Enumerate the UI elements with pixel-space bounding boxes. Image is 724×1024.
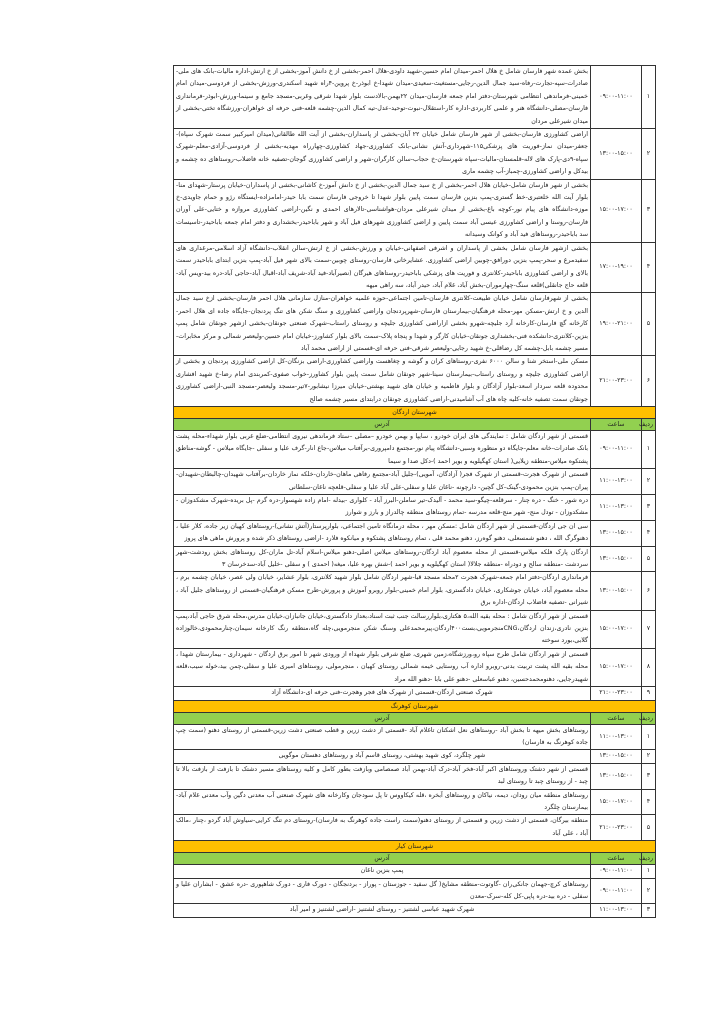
outage-address: سی ان جی اردگان-قسمتی از شهر اردگان شامل :مسکن مهر ، محله درمانگاه تامین اجتماعی، بلوارپرستار(آتش نشانی)-روستاهای کهیان زیر جاده، کلار علیا ، دهنوگرگ الله ، دهنو شمسعلی، دهنو گوه‌رز، دهنو محمد قلی ، تمام روستاهای پشتکوه و میانکوه فلارد -اراضی روستاهای ذکر شده و پرورش ماهی های پروز (174, 520, 591, 546)
row-number: ۱ (642, 724, 656, 750)
table-row (174, 546, 656, 572)
table-row (174, 572, 656, 610)
row-number: ۱ (642, 66, 656, 129)
outage-address: قسمتی از شهر اردگان شامل : نمایندگی های ایران خودرو ، سایپا و بهمن خودرو –مصلی –ستاد فرماندهی نیروی انتظامی-ضلع غربی بلوار شهداء-محله پشت بانک صادرات-خانه معلم-جایگاه دو منظوره وسبی-دانشگاه پیام نور-مجتمع دامپروری-برآفتاب میلاس-جاع انار-گرف علیا و سفلی -جایگاه میلاس - گوشه-مناطق پشتکوه میلاس-منطقه زیلایی( استان کهگیلویه و بویر احمد )-دکل صدا و سیما (174, 430, 591, 468)
table-row (174, 610, 656, 648)
column-header-row (174, 853, 656, 865)
row-number: ۱ (642, 430, 656, 468)
table-row (174, 66, 656, 129)
county-title: شهرستان اردگان (174, 406, 656, 418)
outage-time: ۲۱:۰۰-۲۳:۰۰ (591, 687, 642, 700)
column-header-time: ساعت (591, 418, 642, 430)
row-number: ۲ (642, 469, 656, 495)
outage-time: ۰۹:۰۰-۱۱:۰۰ (591, 430, 642, 468)
outage-address: بخشی ازشهر فارسان شامل بخشی از پاسداران و اشرفی اصفهانی-خیابان و ورزش-بخشی از خ ارتش-سالن انقلاب-دانشگاه آزاد اسلامی-مرغداری های سفیدمرغ و سحر-پمپ بنزین دورافق-چوبین اراضی کشاورزی. عشایرخانی فارسان-روستای چوبین-سمت بالای شهر فیل آباد-پمپ بنزین ابتدای باباحیدر سمت بالای و اراضی کشاورزی باباحیدر-کلانتری و فوریت های پزشکی باباحیدر-روستاهای هیرگان (نصیرآباد-فید آباد-شریف آباد-اقبال آباد-حاجی آباد-دره بید-ویس آباد-قلعه حاج جانقلی)قلعه سنگ-چهارموران-بخش آباد، غلام آباد، حیدر آباد، سه راهی میهه (174, 242, 591, 293)
outage-address: منطقه بیرگان، قسمتی از دشت زرین و قسمتی از روستای دهنو(سمت راست جاده کوهرنگ به فارسان)-روستای دم تنگ کرایی-سیاوش آباد گردو ،چنار ،مالک آباد ، علی آباد (174, 815, 591, 841)
outage-schedule-document (173, 65, 656, 918)
row-number: ۳ (642, 179, 656, 242)
table-row (174, 724, 656, 750)
table-row (174, 129, 656, 180)
row-number: ۷ (642, 610, 656, 648)
table-row (174, 904, 656, 917)
column-header-address: آدرس (174, 853, 591, 865)
county-header-row (174, 700, 656, 712)
table-row (174, 648, 656, 686)
outage-address: روستاهای منطقه میان رودان، دیمه، نیاکان و روستاهای آبخره ،قله کیکاووس تا پل سودجان وکارخانه های شهرک صنعتی آب معدنی دگین وآب معدنی غلام آباد-بیمارستان چلگرد (174, 789, 591, 815)
table-row (174, 789, 656, 815)
table-row (174, 878, 656, 904)
outage-time: ۰۹:۰۰-۱۱:۰۰ (591, 865, 642, 878)
outage-schedule-table (173, 65, 656, 918)
table-row (174, 750, 656, 763)
outage-time: ۱۳:۰۰-۱۵:۰۰ (591, 546, 642, 572)
outage-time: ۱۵:۰۰-۱۷:۰۰ (591, 648, 642, 686)
outage-time: ۱۳:۰۰-۱۵:۰۰ (591, 763, 642, 789)
column-header-row-number: ردیف (642, 418, 656, 430)
outage-time: ۱۱:۰۰-۱۳:۰۰ (591, 904, 642, 917)
outage-time: ۱۹:۰۰-۲۱:۰۰ (591, 293, 642, 356)
table-row (174, 815, 656, 841)
outage-address: بخش عمده شهر فارسان شامل خ هلال احمر-میدان امام حسین-شهید داودی-هلال احمر-بخشی از خ دانش آموز-بخشی از خ ارتش-اداره مالیات-بانک های ملی-صادرات-سپه-تجارت-رفاه-سید جمال الدین-رجایی-مستغیث-سعیدی-میدان شهدا-خ ابوذر-خ پروین-۴راه شهید اسکندری-ورزش-بخشی از فردوسی-میدان امام خمینی-فرماندهی انتظامی شهرستان-دفتر امام جمعه فارسان-میدان ۲۲بهمن-بالادست بلوار شهدا شرقی وغربی-مسجد جامع و سینما-ورزش-ابوذر-فرمانداری فارسان-مصلی-دانشگاه هنر و علمی کاربردی-اداره کار-استقلال-نبوت-توحید-عدل-تیه کمال الدین-چشمه قلعه-فنی حرفه ای خواهران-ورزشگاه تختی-بخشی از میدان شیرعلی مردان (174, 66, 591, 129)
column-header-address: آدرس (174, 418, 591, 430)
row-number: ۲ (642, 878, 656, 904)
row-number: ۴ (642, 789, 656, 815)
row-number: ۶ (642, 572, 656, 610)
table-row (174, 520, 656, 546)
outage-address: مسکن ملی-استخر شنا و سالن ۶۰۰۰ نفری-روستاهای کران و گوشه و چغاهست واراضی کشاورزی-اراضی بزنگان-کل اراضی کشاورزی پردنجان و بخشی از اراضی کشاورزی جلیچه و روستای راستاب-بیمارستان سینا-شهر جونقان شامل سمت پایین بلوار کشاورز-خواب صفوی-کمربندی امام رضا-خ شهید افشاری محدوده قلعه سردار اسعد-بلوار آزادگان و بلوار فاطمیه و خیابان های شهید بهشتی-خیابان میرزا نیشابور-۷تیر-مسجد ولیعصر-مسجد النبی-اراضی کشاورزی جونقان سمت تصفیه خانه-کلیه چاه های آب آشامیدنی-اراضی کشاورزی جونقان درابتدای مسیر چشمه صالح (174, 356, 591, 407)
row-number: ۴ (642, 242, 656, 293)
table-row (174, 495, 656, 521)
row-number: ۲ (642, 750, 656, 763)
outage-time: ۱۱:۰۰-۱۳:۰۰ (591, 724, 642, 750)
column-header-time: ساعت (591, 712, 642, 724)
outage-time: ۱۵:۰۰-۱۷:۰۰ (591, 179, 642, 242)
outage-time: ۱۳:۰۰-۱۵:۰۰ (591, 572, 642, 610)
column-header-row (174, 418, 656, 430)
outage-address: قسمتی از شهر اردگان شامل : محله بقیه الله،۵ هکتاری،بلواررسالت جنب ثبت اسناد،بعداز دادگستری،خیابان جانبازان،خیابان مدرس،محله شرق حاجی آباد،پمپ بنزین نادری،زندان اردگان،CNGمنجرمویی،بست۴۰۰اردگان،پیرمحمدعلی وسنگ شکن منجرمویی،چله گاه،منطقه رنگ کارخانه سیمان،چنارمحمودی،خالوزاده گلابی،بورد سوخته (174, 610, 591, 648)
outage-address: روستاهای کرچ-جهمان جانکی‌ران -گاوتوت-منطقه مشایخ( گل سفید - جوزستان - پوراز - بردنجگان - دورک فاری - دورک شاهپوری -دره عشق - ابشاران علیا و سفلی - دره بید-دره پاپی-کل کله-سرک-معدن (174, 878, 591, 904)
outage-address: بخشی از شهر فارسان شامل-خیابان هلال احمر-بخشی از خ سید جمال الدین-بخشی از خ دانش آموز-خ کاشانی-بخشی از پاسداران-خیابان پرستار-شهدای منا-بلوار آیت الله خلعتبری-خط گستری-پمپ بنزین فارسان سمت پایین بلوار شهدا تا خروجی فارسان سمت بابا حیدر-امامزاده-ایستگاه رژو و حمام جاویدی-خ موزه-دانشگاه های پیام نور-کوچه باغ-بخشی از میدان شیرعلی مردان-هواشناسی-تالارهای احمدی و نگین-اراضی کشاورزی مروازه و ختایی-علی آوران فارسان-روستا و اراضی کشاورزی عیسی آباد سمت پایین و اراضی کشاورزی شهرهای فیل آباد و شهر باباحیدر-بخشداری و دفتر امام جمعه باباحیدر-تاسیسات سد باباحیدر-روستاهای فید آباد و کوانک وسیدانه (174, 179, 591, 242)
county-title: شهرستان کوهرنگ (174, 700, 656, 712)
row-number: ۱ (642, 865, 656, 878)
row-number: ۴ (642, 520, 656, 546)
table-row (174, 469, 656, 495)
row-number: ۶ (642, 356, 656, 407)
outage-time: ۱۱:۰۰-۱۳:۰۰ (591, 469, 642, 495)
column-header-row-number: ردیف (642, 712, 656, 724)
row-number: ۸ (642, 648, 656, 686)
row-number: ۹ (642, 687, 656, 700)
table-row (174, 687, 656, 700)
outage-address: اراضی کشاورزی فارسان-بخشی از شهر فارسان شامل خیابان ۲۲ آبان-بخشی از پاسداران-بخشی از آیت الله طالقانی(میدان امیرکبیر سمت شهرک سپاه)-جعفر-میدان نماز-فوریت های پزشکی۱۱۵-شهرداری-آتش نشانی-بانک کشاورزی-جهاد کشاورزی-چهارراه مهدیه-بخشی از فردوسی-آزادی-معلم-شهرک سپاه-۹دی-پارک های لاله-قلمستان-مالیات-سپاه شهرستان-خ حجاب-سالن کارگران-شهر و اراضی کشاورزی گوجان-تصفیه خانه فاضلاب-روستاهای ده چشمه و بیدکل و اراضی کشاورزی-چمباز-آب چشمه ماری (174, 129, 591, 180)
outage-address: روستاهای بخش میهه تا بخش آباد -روستاهای نعل اشکنان تاغلام آباد -قسمتی از دشت زرین و قطب صنعتی دشت زرین-قسمتی از روستای دهنو (سمت چپ جاده کوهرنگ به فارسان) (174, 724, 591, 750)
outage-address: پمپ بنزین ناغان (174, 865, 591, 878)
outage-time: ۱۱:۰۰-۱۳:۰۰ (591, 495, 642, 521)
outage-address: شهر چلگرد، کوی شهید بهشتی، روستای قاسم آباد و روستاهای دهستان موگویی (174, 750, 591, 763)
row-number: ۵ (642, 546, 656, 572)
outage-address: قسمتی از شهر اردگان شامل طرح سپاه رو،ورزشگاه،زمین شهری، ضلع شرقی بلوار شهداء از ورودی شهر تا امور برق اردگان - شهرداری - بیمارستان شهدا ، محله بقیه الله پشت تربیت بدنی-روبرو اداره آب روستایی خیمه شمالی روستای کهیان ، منجرمولی، روستاهای امیری علیا و سفلی،چمن بید،خوله سیب،قلعه شهیدرجایی، دهنومحمدحسین، دهنو عباسعلی -دهنو علی بابا -دهنو الله مراد (174, 648, 591, 686)
table-row (174, 242, 656, 293)
row-number: ۲ (642, 129, 656, 180)
county-header-row (174, 841, 656, 853)
row-number: ۳ (642, 904, 656, 917)
outage-time: ۰۹:۰۰-۱۱:۰۰ (591, 878, 642, 904)
county-title: شهرستان کیار (174, 841, 656, 853)
table-row (174, 865, 656, 878)
outage-address: قسمتی از شهر دشتک وروستاهای اکبر آباد-فخر آباد-درک آباد-بهمن آباد صمصامی وبازفت بطور کامل و کلیه روستاهای مسیر دشتک تا بازفت از بازفت بالا تا چبد - از روستای چبد تا روستای لبد (174, 763, 591, 789)
outage-time: ۱۵:۰۰-۱۷:۰۰ (591, 610, 642, 648)
table-row (174, 763, 656, 789)
column-header-address: آدرس (174, 712, 591, 724)
outage-time: ۱۳:۰۰-۱۵:۰۰ (591, 520, 642, 546)
table-row (174, 356, 656, 407)
table-row (174, 179, 656, 242)
outage-time: ۲۱:۰۰-۲۳:۰۰ (591, 356, 642, 407)
column-header-row-number: ردیف (642, 853, 656, 865)
outage-address: بخشی از شهرفارسان شامل خیابان طبیعت-کلانتری فارسان-تامین اجتماعی-حوزه علمیه خواهران-منازل سازمانی هلال احمر فارسان-بخشی ازخ سید جمال الدین و خ ارتش-مسکن مهر-محله فرهنگیان-بیمارستان فارسان-شهرپردنجان واراضی کشاورزی و سنگ شکن های تنگ پردنجان-جایگاه جاده ای هلال احمر-کارخانه گچ فارسان-کارخانه آرد جلیچه-شهرو بخشی ازاراضی کشاورزی جلیچه و روستای راستاب-شهرک صنعتی جونقان-بخشی ازشهر جونقان شامل پمپ بنزین-کلانتری-دانشکده فنی-بخشداری جونقان-خیابان کارگر و شهدا و پنجاه پلاک-سمت بالای بلوار کشاورز-خیابان امام حسین-ولیعصر شمالی و مرکز مخابرات-مسیر چشمه بابل-چشمه کل رضاقلی-خ شهید رجایی-ولیعصر شرقی-فنی حرفه ای-قسمتی از اراضی محمد آباد (174, 293, 591, 356)
outage-time: ۰۹:۰۰-۱۱:۰۰ (591, 66, 642, 129)
outage-address: اردگان پارک فلکه میلاس-قسمتی از محله معصوم آباد اردگان-روستاهای میلاس اصلی-دهنو میلاس-اسلام آباد-تل ماران-کل روستاهای بخش رودشت-شهر سردشت -منطقه سالح و دودراه -منطقه جلالا( استان کهگیلویه و بویر احمد )-شش بهره علیا، میغه( احمدی ) و سفلی -خلیل آباد-سدخرسان ۳ (174, 546, 591, 572)
column-header-time: ساعت (591, 853, 642, 865)
outage-address: شهرک صنعتی اردگان-قسمتی از شهرک های فجر وهجرت-فنی حرفه ای-دانشگاه آزاد (174, 687, 591, 700)
county-header-row (174, 406, 656, 418)
row-number: ۳ (642, 495, 656, 521)
table-row (174, 293, 656, 356)
outage-address: دره شور - خنگ - دره چنار - سرقلعه-چیگو-سید محمد - آلیدک-تیر ساملن-البرز آباد - کلواری -بیدله -امام زاده شهسوار-دره گرم -پل بریده-شهرک مشکدوزان - مشکدوزان - تودل منج- شهر منج-قلعه مدرسه -تمام روستاهای منطقه چالدراز و بارز و شوارز (174, 495, 591, 521)
column-header-row (174, 712, 656, 724)
row-number: ۵ (642, 815, 656, 841)
outage-time: ۱۳:۰۰-۱۵:۰۰ (591, 129, 642, 180)
table-row (174, 430, 656, 468)
row-number: ۳ (642, 763, 656, 789)
outage-address: فرمانداری اردگان-دفتر امام جمعه-شهرک هجرت ۲محله مسجد قبا-شهر اردگان شامل بلوار شهید کلانتری، بلوار عشایر، خیابان ولی عصر، خیابان چشمه برم ، محله معصوم آباد، خیابان جوشکاری، خیابان دادگستری، بلوار امام خمینی-بلوار روبرو آموزش و پرورش-طرح مسکن فرهنگیان-قسمتی از روستاهای جلیل آباد ، شیرانی -تصفیه فاضلاب اردگان-اداره برق (174, 572, 591, 610)
row-number: ۵ (642, 293, 656, 356)
outage-time: ۱۷:۰۰-۱۹:۰۰ (591, 242, 642, 293)
outage-address: شهرک شهید عباسی لشتنیز - روستای لشتنیز -اراضی لشتنیز و امیر آباد (174, 904, 591, 917)
outage-time: ۱۳:۰۰-۱۵:۰۰ (591, 750, 642, 763)
outage-time: ۲۱:۰۰-۲۳:۰۰ (591, 815, 642, 841)
outage-time: ۱۵:۰۰-۱۷:۰۰ (591, 789, 642, 815)
outage-address: قسمتی از شهرک هجرت-قسمتی از شهرک فجر( آزادگان، آمویی)-جلیل آباد-مجتمع رفاهی ماهان-خاردان-خلکه نماز خاردان-برآفتاب شهیدان-چالبطان-شهیدان-پیران-پمپ بنزین محمودی-گینک-کل گچین- دارچونه -ناغان علیا و سفلی-علی آباد علیا و سفلی-قلعچه ناغان-سلطانی (174, 469, 591, 495)
